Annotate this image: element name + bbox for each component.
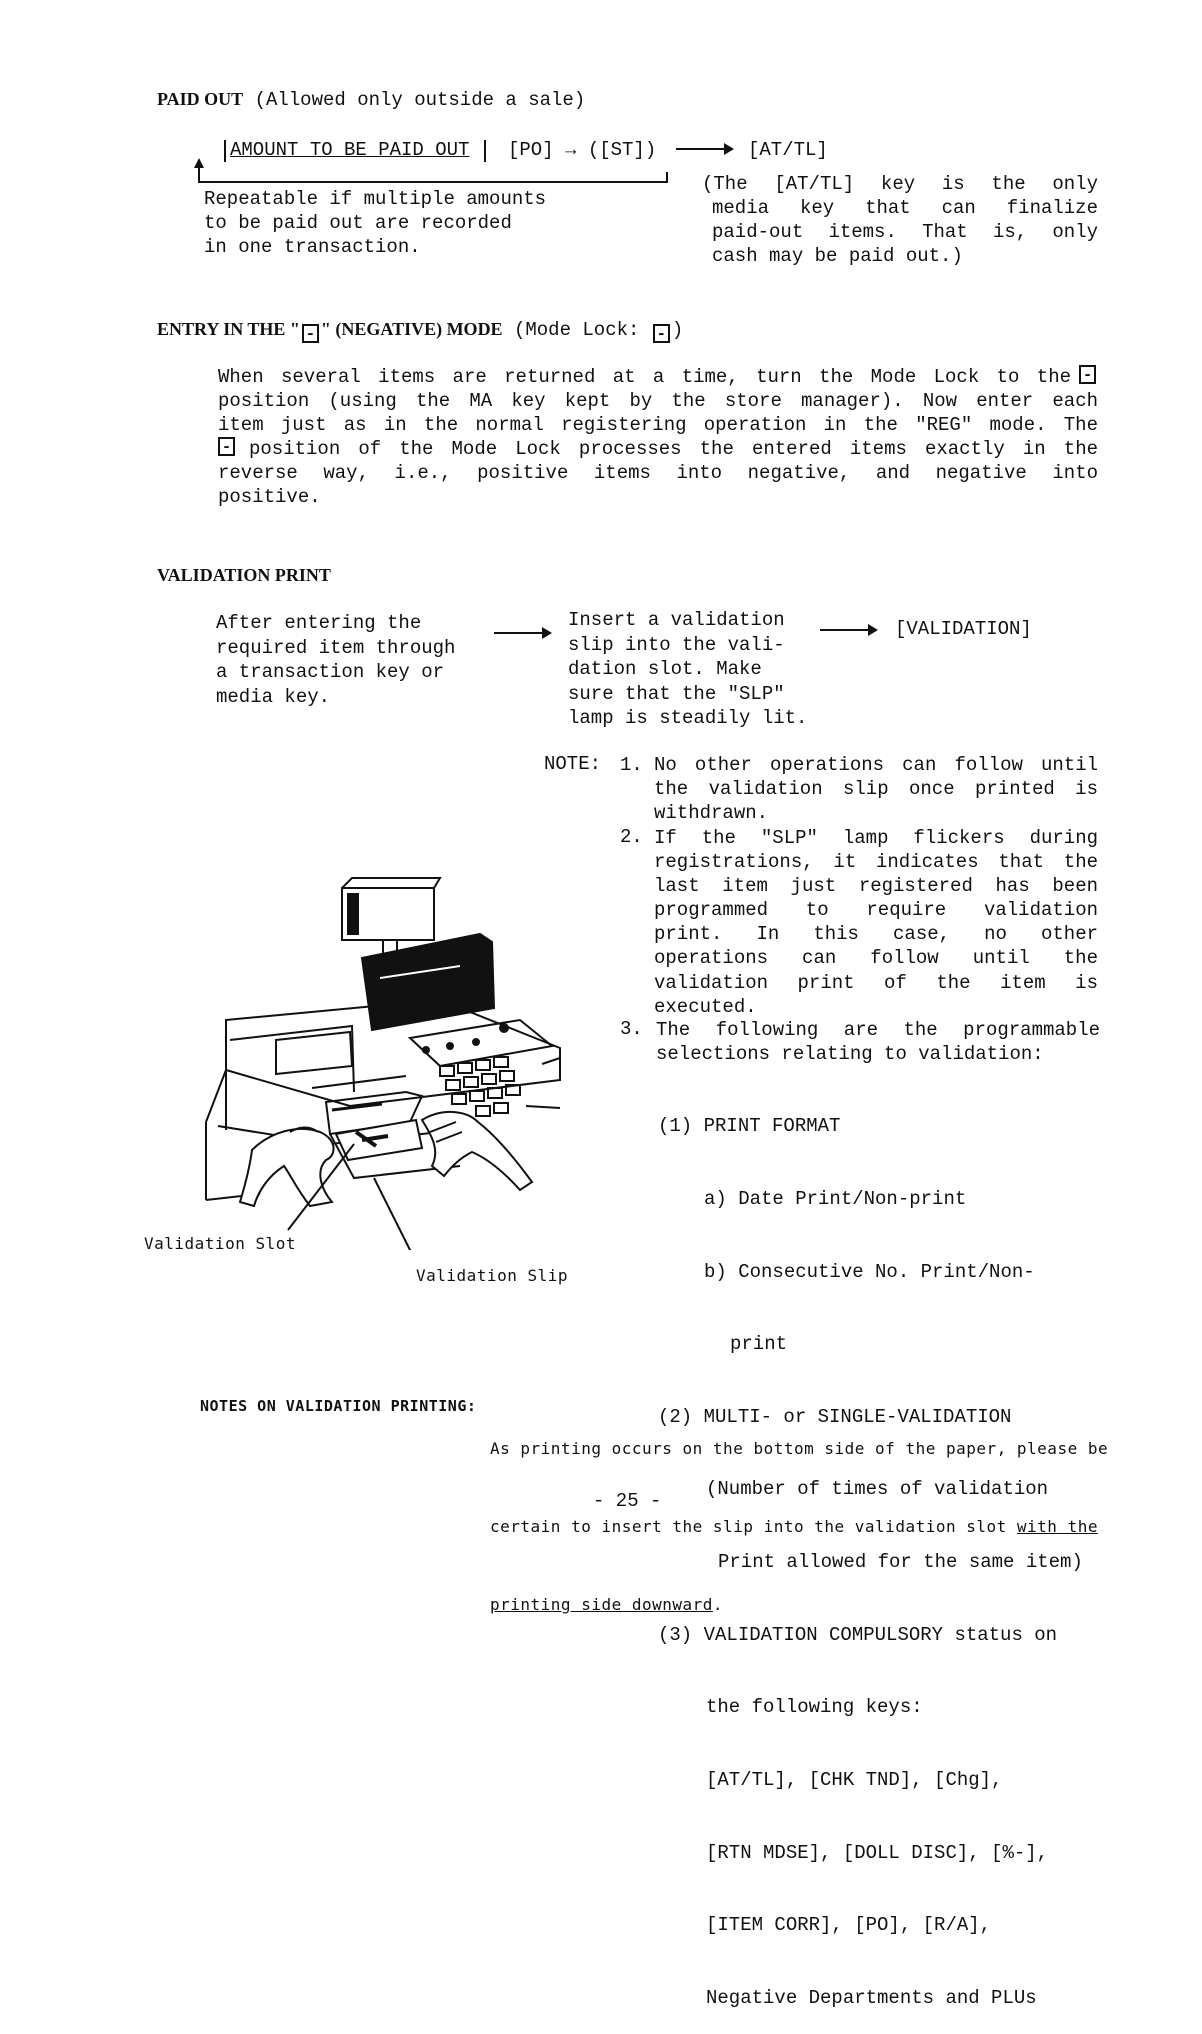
validation-slip [336, 1120, 422, 1160]
validation-heading: VALIDATION PRINT [157, 565, 331, 585]
notes-printing-heading: NOTES ON VALIDATION PRINTING: [200, 1397, 477, 1415]
repeat-loop-left [198, 166, 200, 182]
repeat-loop-arrowhead [194, 158, 204, 168]
paid-out-keys: [PO] → ([ST]) [508, 139, 657, 161]
negative-mode-line: reverse way, i.e., positive items into negative, and negative into [218, 462, 1098, 484]
negative-mode-body [218, 365, 1098, 509]
media-note-line: cash may be paid out.) [712, 245, 963, 267]
step-arrow-2 [820, 629, 876, 631]
minus-key-icon: - [653, 324, 670, 343]
note-2: If the "SLP" lamp flickers during registrations, it indicates that the last item just registered has been programmed to require validation print. In this case, no other operations can follow until the validation print of the item is executed. [654, 827, 1098, 1018]
note-1: No other operations can follow until the validation slip once printed is withdrawn. [654, 754, 1098, 825]
repeat-note-line: Repeatable if multiple amounts [204, 188, 547, 210]
flow-bracket-left [224, 140, 226, 162]
label-validation-slot: Validation Slot [144, 1234, 296, 1253]
negative-mode-heading: ENTRY IN THE " [157, 319, 300, 339]
repeat-loop-right [666, 172, 668, 183]
repeat-loop-line [198, 181, 668, 183]
minus-key-icon: - [302, 324, 319, 343]
paid-out-end-key: [AT/TL] [748, 139, 828, 161]
repeat-note [204, 187, 546, 259]
page-number: - 25 - [593, 1490, 662, 1512]
note-number: 2. [620, 826, 643, 848]
paid-out-heading: PAID OUT [157, 89, 244, 109]
note-3-sublist: (1) PRINT FORMAT a) Date Print/Non-print b) Consecutive No. Print/Non- print (2) MULTI- or SINGLE-VALIDATION (Number of times of validation Print allowed for the same item) (3) VALIDATION COMPULSORY status on the following keys: [AT/TL], [CHK TND], [Chg], [RTN MDSE], [DOLL DISC], [%-], [ITEM CORR], [PO], [R/A], Negative Departments and PLUs [658, 1115, 1083, 2009]
flow-arrow [676, 148, 732, 150]
negative-mode-heading-end: " (NEGATIVE) MODE [320, 319, 503, 339]
paid-out-amount: AMOUNT TO BE PAID OUT [230, 139, 470, 161]
media-note [702, 172, 1098, 268]
media-note-line: media key that can finalize [712, 197, 1098, 219]
mode-lock-note: (Mode Lock: [502, 319, 651, 341]
notes-printing-line: certain to insert the slip into the validation slot with the [490, 1517, 1098, 1536]
flow-bracket-right [484, 140, 486, 162]
printer-cover [362, 934, 494, 1030]
note-label: NOTE: [544, 753, 602, 775]
validation-key: [VALIDATION] [895, 618, 1032, 640]
negative-mode-line: - position of the Mode Lock processes the entered items exactly in the [218, 437, 1098, 461]
left-hand [240, 1129, 334, 1206]
repeat-note-line: in one transaction. [204, 236, 421, 258]
negative-mode-line: positive. [218, 486, 321, 508]
media-note-line: paid-out items. That is, only [712, 221, 1098, 243]
validation-step-2: Insert a validation slip into the vali- dation slot. Make sure that the "SLP" lamp is steadily lit. [568, 609, 808, 729]
cover-window [276, 1032, 352, 1074]
leader-slip [374, 1178, 416, 1250]
negative-mode-line: position (using the MA key kept by the store manager). Now enter each [218, 390, 1098, 412]
right-hand [422, 1112, 532, 1190]
cash-register-illustration [140, 870, 580, 1250]
media-note-line: (The [AT/TL] key is the only [702, 173, 1098, 195]
step-arrow-1 [494, 632, 550, 634]
validation-step-1: After entering the required item through a transaction key or media key. [216, 612, 456, 708]
notes-printing-line: printing side downward. [490, 1595, 724, 1614]
paid-out-heading-note: (Allowed only outside a sale) [243, 89, 586, 111]
note-numbers: 1. [620, 754, 643, 776]
note-number: 3. [620, 1018, 643, 1040]
notes-printing-body [490, 1384, 1108, 1644]
label-validation-slip: Validation Slip [416, 1266, 568, 1285]
paid-out-heading-row [157, 89, 585, 111]
negative-mode-line: item just as in the normal registering operation in the "REG" mode. The [218, 414, 1098, 436]
mode-lock-note-end: ) [671, 319, 684, 341]
note-3: The following are the programmable selections relating to validation: [656, 1019, 1100, 1066]
minus-key-icon: - [1079, 365, 1096, 384]
negative-mode-line: When several items are returned at a time, turn the Mode Lock to the - [218, 365, 1098, 389]
repeat-note-line: to be paid out are recorded [204, 212, 512, 234]
notes-printing-line: As printing occurs on the bottom side of the paper, please be [490, 1439, 1109, 1458]
minus-key-icon: - [218, 437, 235, 456]
negative-mode-heading-row [157, 319, 683, 343]
